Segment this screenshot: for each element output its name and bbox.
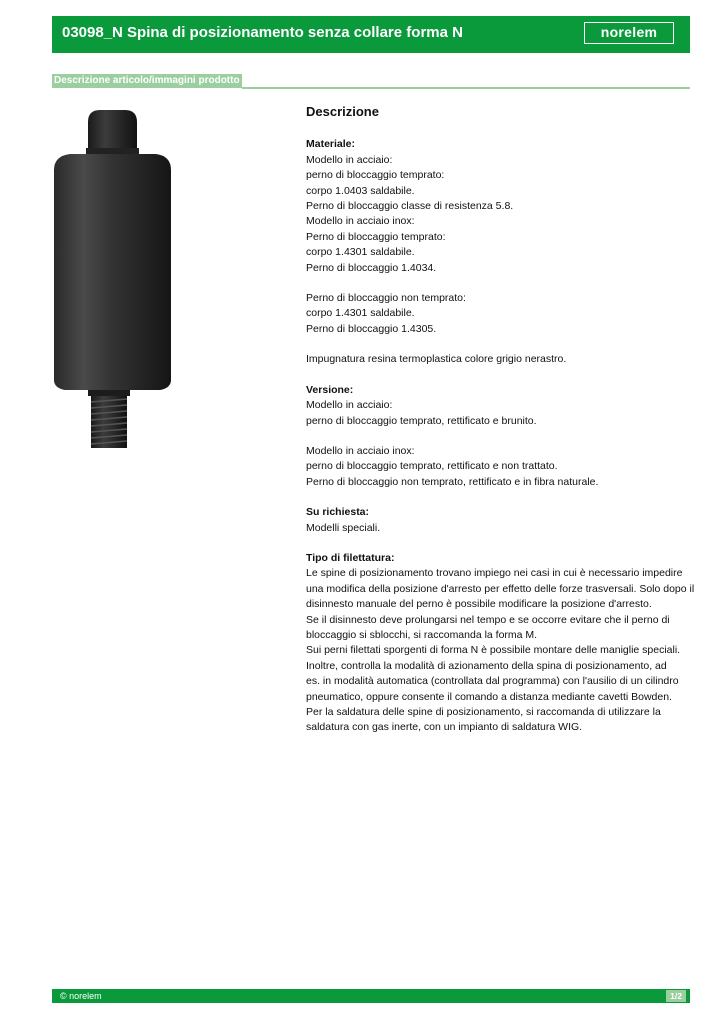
materiale-line: perno di bloccaggio temprato: <box>306 169 445 182</box>
materiale-line: Perno di bloccaggio temprato: <box>306 230 446 243</box>
materiale-line: Perno di bloccaggio classe di resistenza 5.8. <box>306 200 514 213</box>
description-column <box>306 104 696 751</box>
versione-line: Modello in acciaio inox: <box>306 444 415 457</box>
page-number: 1/2 <box>666 990 686 1002</box>
section-label: Descrizione articolo/immagini prodotto <box>54 75 240 86</box>
materiale-line: corpo 1.4301 saldabile. <box>306 307 415 320</box>
versione-heading: Versione: <box>306 383 354 396</box>
versione-line: Modello in acciaio: <box>306 399 393 412</box>
materiale-line: corpo 1.4301 saldabile. <box>306 246 415 259</box>
product-image <box>50 108 180 453</box>
versione-line: Perno di bloccaggio non temprato, rettificato e in fibra naturale. <box>306 475 599 488</box>
footer-bar <box>52 989 690 1003</box>
su-richiesta-line: Modelli speciali. <box>306 521 381 534</box>
materiale-line: Modello in acciaio inox: <box>306 215 415 228</box>
tipo-filettatura-line: una modifica della posizione d'arresto per effetto delle forze trasversali. Solo dopo il <box>306 582 695 595</box>
materiale-line: Perno di bloccaggio 1.4034. <box>306 261 437 274</box>
versione-block <box>306 383 696 429</box>
section-tab <box>52 74 242 88</box>
su-richiesta-heading: Su richiesta: <box>306 506 370 519</box>
materiale-block <box>306 137 696 276</box>
tipo-filettatura-line: pneumatico, oppure consente il comando a distanza mediante cavetti Bowden. <box>306 690 672 703</box>
norelem-logo: norelem <box>584 22 674 44</box>
su-richiesta-block <box>306 505 696 536</box>
section-divider <box>242 87 690 89</box>
tipo-filettatura-line: disinnesto manuale del perno è possibile modificare la posizione d'arresto. <box>306 598 652 611</box>
materiale-line: Perno di bloccaggio non temprato: <box>306 292 466 305</box>
materiale-line: Modello in acciaio: <box>306 153 393 166</box>
pin-top <box>88 110 137 153</box>
tipo-filettatura-line: bloccaggio si sblocchi, si raccomanda la forma M. <box>306 628 538 641</box>
tipo-filettatura-block <box>306 551 696 736</box>
tipo-filettatura-line: Le spine di posizionamento trovano impiego nei casi in cui è necessario impedire <box>306 567 683 580</box>
cylinder-body <box>54 154 171 390</box>
materiale-line: corpo 1.0403 saldabile. <box>306 184 415 197</box>
body-neck <box>88 390 130 396</box>
tipo-filettatura-line: Per la saldatura delle spine di posizionamento, si raccomanda di utilizzare la <box>306 706 661 718</box>
tipo-filettatura-line: Inoltre, controlla la modalità di azionamento della spina di posizionamento, ad <box>306 659 667 672</box>
materiale-block-2 <box>306 291 696 337</box>
page-title: 03098_N Spina di posizionamento senza collare forma N <box>62 24 463 41</box>
versione-line: perno di bloccaggio temprato, rettificato e brunito. <box>306 414 537 427</box>
description-title: Descrizione <box>306 104 379 119</box>
footer-copyright: © norelem <box>60 991 102 1001</box>
versione-line: perno di bloccaggio temprato, rettificato e non trattato. <box>306 460 558 473</box>
header-bar <box>52 16 690 53</box>
threaded-stud <box>91 396 127 448</box>
tipo-filettatura-line: Se il disinnesto deve prolungarsi nel tempo e se occorre evitare che il perno di <box>306 613 670 626</box>
materiale-line: Perno di bloccaggio 1.4305. <box>306 322 437 335</box>
tipo-filettatura-heading: Tipo di filettatura: <box>306 551 395 564</box>
materiale-heading: Materiale: <box>306 138 356 151</box>
tipo-filettatura-line: Sui perni filettati sporgenti di forma N è possibile montare delle maniglie speciali. <box>306 644 681 657</box>
materiale-block-3 <box>306 352 696 367</box>
tipo-filettatura-line: es. in modalità automatica (controllata dal programma) con l'ausilio di un cilindro <box>306 675 679 688</box>
versione-block-2 <box>306 444 696 490</box>
materiale-line: Impugnatura resina termoplastica colore grigio nerastro. <box>306 353 567 366</box>
tipo-filettatura-line: saldatura con gas inerte, con un impianto di saldatura WIG. <box>306 721 583 734</box>
